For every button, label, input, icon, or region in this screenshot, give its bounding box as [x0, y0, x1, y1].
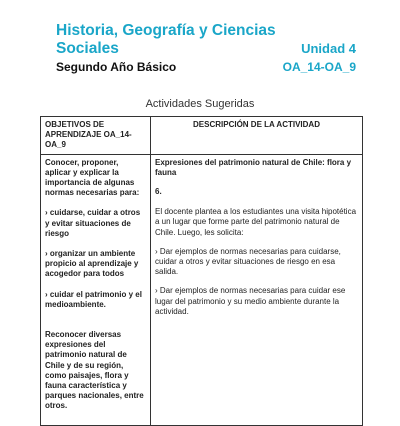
objective-item: › cuidarse, cuidar a otros y evitar situaciones de riesgo [45, 208, 141, 238]
activities-table [40, 116, 363, 426]
section-title: Actividades Sugeridas [145, 98, 255, 110]
objectives-cell [41, 154, 151, 425]
description-cell [151, 154, 363, 425]
grade-label: Segundo Año Básico [56, 60, 177, 74]
table-row [41, 154, 363, 425]
activity-paragraph: El docente plantea a los estudiantes una visita hipotética a un lugar que forme parte del patrimonio natural de Chile. Luego, les solicita: [155, 207, 357, 237]
document-header [56, 22, 356, 74]
objective-item: › cuidar el patrimonio y el medioambiente. [45, 289, 142, 309]
unit-label: Unidad 4 [301, 41, 356, 56]
subject-title-line-2: Sociales [56, 40, 119, 57]
activity-heading: Expresiones del patrimonio natural de Chile: flora y fauna [155, 157, 352, 177]
subject-title-line-1: Historia, Geografía y Ciencias [56, 22, 276, 39]
objective-item: › organizar un ambiente propicio al aprendizaje y acogedor para todos [45, 249, 139, 279]
objective-code: OA_14-OA_9 [282, 60, 356, 74]
objectives-column-header: OBJETIVOS DE APRENDIZAJE OA_14-OA_9 [41, 117, 151, 155]
activity-bullet: › Dar ejemplos de normas necesarias para cuidarse, cuidar a otros y evitar situaciones de riesgo en esa salida. [155, 246, 341, 277]
activity-bullet: › Dar ejemplos de normas necesarias para cuidar ese lugar del patrimonio y su medio ambiente durante la actividad. [155, 286, 346, 316]
description-column-header: DESCRIPCIÓN DE LA ACTIVIDAD [151, 117, 363, 155]
objective-intro: Conocer, proponer, aplicar y explicar la importancia de algunas normas necesarias para: [45, 157, 140, 198]
activity-number: 6. [155, 187, 162, 197]
table-header-row [41, 117, 363, 155]
objective-heritage: Reconocer diversas expresiones del patrimonio natural de Chile y de su región, como paisajes, flora y fauna característica y parques nacionales, entre otros. [45, 330, 144, 411]
